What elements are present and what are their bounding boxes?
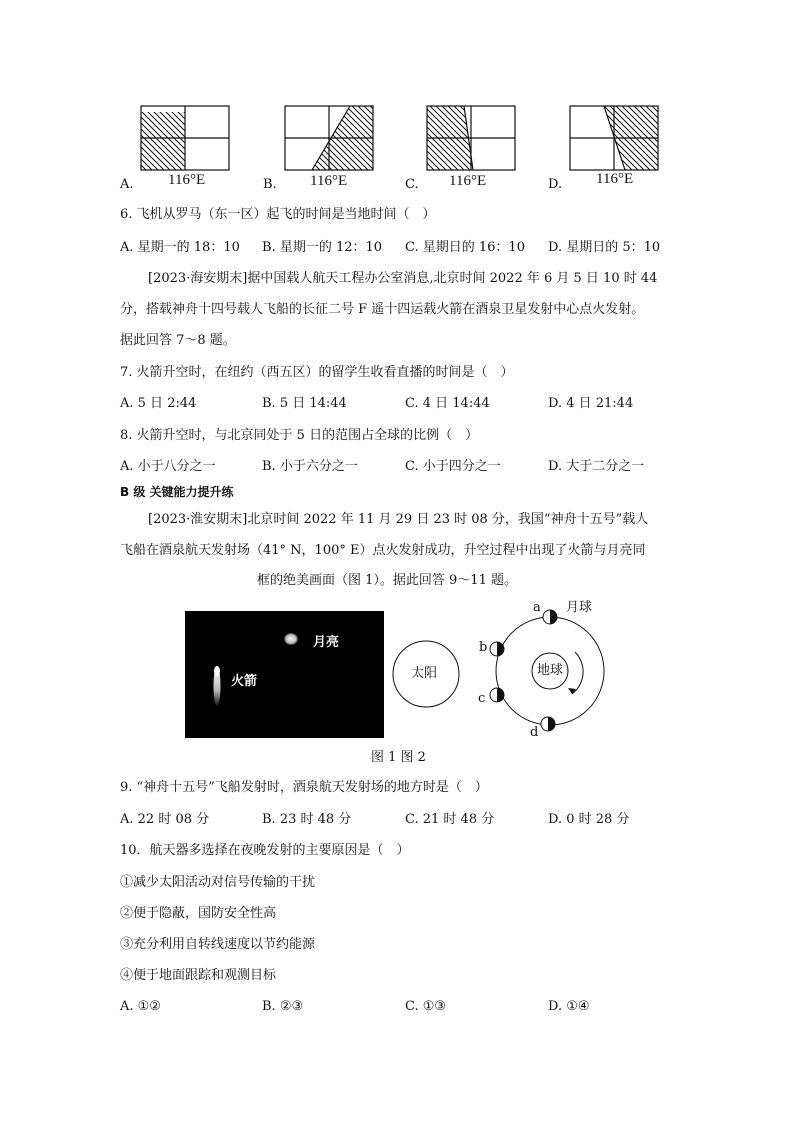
q8-option-b[interactable]: B. 小于六分之一 bbox=[262, 459, 358, 474]
figure-c[interactable] bbox=[427, 106, 515, 170]
q9-stem: 9. “神舟十五号”飞船发射时，酒泉航天发射场的地方时是（ ） bbox=[120, 780, 488, 795]
point-b-label: b bbox=[479, 640, 488, 655]
q5-option-d[interactable]: D. bbox=[548, 177, 563, 192]
q10-item-2: ②便于隐蔽，国防安全性高 bbox=[120, 906, 277, 921]
point-d-label: d bbox=[530, 725, 539, 740]
passage2-line-3: 框的绝美画面（图 1）。据此回答 9～11 题。 bbox=[257, 573, 517, 588]
q5-option-c[interactable]: C. bbox=[405, 177, 419, 192]
q9-option-d[interactable]: D. 0 时 28 分 bbox=[548, 812, 630, 827]
passage2-line-1: [2023·淮安期末]北京时间 2022 年 11 月 29 日 23 时 08 分，我国“神舟十五号”载人 bbox=[148, 512, 649, 527]
q9-option-a[interactable]: A. 22 时 08 分 bbox=[120, 812, 210, 827]
moon-a bbox=[543, 610, 557, 624]
q7-option-d[interactable]: D. 4 日 21:44 bbox=[548, 396, 634, 411]
q7-option-c[interactable]: C. 4 日 14:44 bbox=[405, 396, 490, 411]
earth-label: 地球 bbox=[537, 663, 564, 678]
q10-item-4: ④便于地面跟踪和观测目标 bbox=[120, 968, 277, 983]
passage2-line-2: 飞船在酒泉航天发射场（41° N，100° E）点火发射成功，升空过程中出现了火箭与月亮同 bbox=[120, 543, 646, 558]
point-c-label: c bbox=[478, 691, 486, 706]
q6-option-b[interactable]: B. 星期一的 12：10 bbox=[262, 240, 383, 255]
moon-c bbox=[490, 688, 504, 702]
moon-d bbox=[541, 717, 555, 731]
q10-item-1: ①减少太阳活动对信号传输的干扰 bbox=[120, 875, 316, 890]
moon-b bbox=[490, 642, 504, 656]
q10-option-b[interactable]: B. ②③ bbox=[262, 999, 304, 1014]
rotation-arrowhead bbox=[568, 688, 576, 694]
section-b-title: B 级 关键能力提升练 bbox=[120, 485, 234, 499]
passage1-line-2: 分，搭载神舟十四号载人飞船的长征二号 F 遥十四运载火箭在酒泉卫星发射中心点火发射。 bbox=[120, 302, 645, 317]
q5-option-a[interactable]: A. bbox=[120, 177, 134, 192]
q6-option-c[interactable]: C. 星期日的 16：10 bbox=[405, 240, 525, 255]
q10-option-d[interactable]: D. ①④ bbox=[548, 999, 590, 1014]
figure-b-label: 116°E bbox=[310, 173, 348, 189]
figure-a-hatch-top bbox=[141, 112, 185, 140]
q10-stem: 10．航天器多选择在夜晚发射的主要原因是（ ） bbox=[120, 843, 410, 858]
q10-item-3: ③充分利用自转线速度以节约能源 bbox=[120, 937, 316, 952]
q8-option-c[interactable]: C. 小于四分之一 bbox=[405, 459, 501, 474]
figure-a-hatch-bottom bbox=[141, 140, 185, 170]
figure-b[interactable] bbox=[285, 106, 373, 170]
q5-figures bbox=[0, 0, 794, 200]
rotation-arrow bbox=[572, 652, 583, 694]
figure-c-label: 116°E bbox=[449, 173, 487, 189]
q10-option-c[interactable]: C. ①③ bbox=[405, 999, 447, 1014]
q8-option-d[interactable]: D. 大于二分之一 bbox=[548, 459, 645, 474]
q9-option-c[interactable]: C. 21 时 48 分 bbox=[405, 812, 495, 827]
sun-label: 太阳 bbox=[411, 666, 438, 681]
q8-stem: 8. 火箭升空时，与北京同处于 5 日的范围占全球的比例（ ） bbox=[120, 428, 479, 443]
q6-option-a[interactable]: A. 星期一的 18：10 bbox=[120, 240, 240, 255]
q10-option-a[interactable]: A. ①② bbox=[120, 999, 161, 1014]
q9-option-b[interactable]: B. 23 时 48 分 bbox=[262, 812, 352, 827]
passage1-line-1: [2023·海安期末]据中国载人航天工程办公室消息,北京时间 2022 年 6 月 5 日 10 时 44 bbox=[148, 271, 658, 286]
q8-option-a[interactable]: A. 小于八分之一 bbox=[120, 459, 216, 474]
q7-option-b[interactable]: B. 5 日 14:44 bbox=[262, 396, 347, 411]
passage1-line-3: 据此回答 7～8 题。 bbox=[120, 333, 236, 348]
moon-shape bbox=[284, 633, 298, 645]
figure-d[interactable] bbox=[570, 106, 658, 170]
q7-stem: 7. 火箭升空时，在纽约（西五区）的留学生收看直播的时间是（ ） bbox=[120, 365, 514, 380]
rocket-shape bbox=[214, 666, 220, 676]
figure-caption: 图 1 图 2 bbox=[371, 750, 426, 765]
figure-a[interactable] bbox=[141, 106, 229, 170]
q7-option-a[interactable]: A. 5 日 2:44 bbox=[120, 396, 197, 411]
figure-a-label: 116°E bbox=[168, 172, 206, 188]
point-a-label: a bbox=[533, 600, 541, 615]
figure1-photo bbox=[185, 611, 384, 738]
q5-option-b[interactable]: B. bbox=[263, 177, 277, 192]
moon-label: 月球 bbox=[566, 600, 593, 615]
photo-art bbox=[185, 611, 384, 738]
figure-d-label: 116°E bbox=[596, 171, 634, 187]
q6-stem: 6. 飞机从罗马（东一区）起飞的时间是当地时间（ ） bbox=[120, 207, 436, 222]
photo-rocket-label: 火箭 bbox=[231, 674, 258, 689]
photo-moon-label: 月亮 bbox=[313, 635, 340, 650]
q6-option-d[interactable]: D. 星期日的 5：10 bbox=[548, 240, 661, 255]
